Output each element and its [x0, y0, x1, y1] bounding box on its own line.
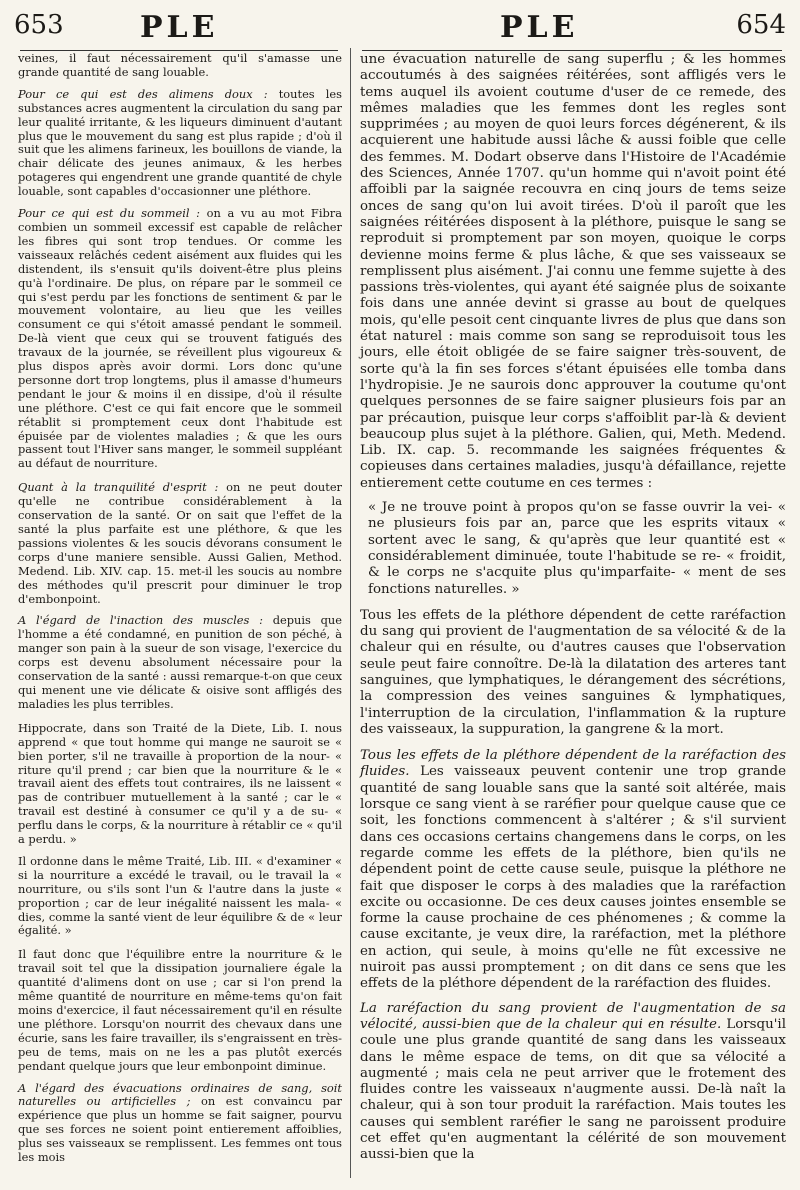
- paragraph: [360, 1001, 786, 1164]
- paragraph-text: Les vaisseaux peuvent contenir une trop grande quantité de sang louable sans que la santé soit altérée, mais lorsque ce sang vient à se raréfier pour quelque cause que ce soit, les fonctions commencent à s'altérer ; & s'il survient dans ces occasions certains changemens dans le corps, on les regarde comme les effets de la pléthore, bien qu'ils ne dépendent point de cette cause seule, puisque la pléthore ne fait que disposer le corps à des maladies que la raréfaction excite ou occasionne. De ces deux causes jointes ensemble se forme la cause prochaine de ces phénomenes ; & comme la cause excitante, je veux dire, la raréfaction, met la pléthore en action, qui seule, à moins qu'elle ne fût excessive ne nuiroit pas aussi promptement ; on dit dans ce sens que les effets de la pléthore dépendent de la raréfaction des fluides.: [360, 764, 786, 992]
- paragraph: [18, 207, 342, 471]
- paragraph: [18, 722, 342, 847]
- header-rule-right: [362, 50, 782, 51]
- paragraph-text: Il ordonne dans le même Traité, Lib. III. « d'examiner « si la nourriture a excédé le travail, ou le travail la « nourriture, ou s'ils sont l'un & l'autre dans la juste « proportion ; car de leur inégalité naissent les mala- « dies, comme la santé vient de leur équilibre & de « leur égalité. »: [18, 853, 342, 938]
- paragraph: [18, 948, 342, 1073]
- paragraph-heading: Pour ce qui est du sommeil :: [18, 206, 200, 221]
- paragraph: [18, 88, 342, 199]
- column-divider: [350, 48, 351, 1178]
- paragraph: [18, 1082, 342, 1165]
- paragraph-text: on ne peut douter qu'elle ne contribue considérablement à la conservation de la santé. Or on sait que l'effet de la santé la plus parfaite est une pléthore, & que les passions violentes & les soucis dévorans consument le corps d'une maniere sensible. Aussi Galien, Method. Medend. Lib. XIV. cap. 15. met-il les soucis au nombre des méthodes qu'il prescrit pour diminuer le trop d'embonpoint.: [18, 480, 342, 606]
- paragraph-text: on a vu au mot Fibra combien un sommeil excessif est capable de relâcher les fibres qui sont trop tendues. Or comme les vaisseaux relâchés cedent aisément aux fluides qui les distendent, ils s'ensuit qu'ils doivent-être plus pleins qu'à l'ordinaire. De plus, on répare par le sommeil ce qui s'est perdu par les fonctions de sentiment & par le mouvement volontaire, au lieu que les veilles consument ce qui s'étoit amassé pendant le sommeil. De-là vient que ceux qui se trouvent fatigués des travaux de la journée, se réveillent plus vigoureux & plus dispos après avoir dormi. Lors donc qu'une personne dort trop longtems, plus il amasse d'humeurs pendant le jour & moins il en dissipe, d'où il résulte une pléthore. C'est ce qui fait encore que le sommeil rétablit si promptement ceux dont l'habitude est épuisée par de violentes maladies ; & que les ours passent tout l'Hiver sans manger, le sommeil suppléant au défaut de nourriture.: [18, 206, 342, 471]
- paragraph-text: une évacuation naturelle de sang superflu ; & les hommes accoutumés à des saignées réitérées, sont affligés vers le tems auquel ils avoient coutume d'user de ce remede, des mêmes maladies que les femmes dont les regles sont supprimées ; au moyen de quoi leurs forces dégénerent, & ils acquierent une habitude aussi lâche & aussi foible que celle des femmes. M. Dodart observe dans l'Histoire de l'Académie des Sciences, Année 1707. qu'un homme qui n'avoit point été affoibli par la saignée recouvra en cinq jours de tems seize onces de sang qu'on lui avoit tirées. D'où il paroît que les saignées réitérées disposent à la pléthore, puisque le sang se reproduit si promptement par son moyen, quoique le corps devienne moins ferme & plus lâche, & que ses vaisseaux se remplissent plus aisément. J'ai connu une femme sujette à des passions très-violentes, qui ayant été saignée plus de soixante fois dans une année devint si grasse au bout de quelques mois, qu'elle pesoit cent cinquante livres de plus que dans son état naturel : mais comme son sang se reproduisoit tous les jours, elle étoit obligée de se faire saigner très-souvent, de sorte qu'à la fin ses forces s'étant épuisées elle tomba dans l'hydropisie. Je ne saurois donc approuver la coutume qu'ont quelques personnes de se faire saigner plusieurs fois par an par précaution, puisque leur corps s'affoiblit par-là & devient beaucoup plus sujet à la pléthore. Galien, qui, Meth. Medend. Lib. IX. cap. 5. recommande les saignées fréquentes & copieuses dans certaines maladies, jusqu'à défaillance, rejette entierement cette coutume en ces termes :: [360, 52, 786, 491]
- paragraph-text: Tous les effets de la pléthore dépendent de cette raréfaction du sang qui provient de l'augmentation de sa vélocité & de la chaleur qui en résulte, ou d'autres causes que l'observation seule peut faire connoître. De-là la dilatation des arteres tant sanguines, que lymphatiques, le dérangement des sécrétions, la compression des veines sanguines & lymphatiques, l'interruption de la circulation, l'inflammation & la rupture des vaisseaux, la suppuration, la gangrene & la mort.: [360, 607, 786, 737]
- paragraph-text: veines, il faut nécessairement qu'il s'amasse une grande quantité de sang louable.: [18, 51, 342, 79]
- paragraph-text: « Je ne trouve point à propos qu'on se fasse ouvrir la vei- « ne plusieurs fois par an, parce que les esprits vitaux « sortent avec le sang, & qu'après que leur quantité est « considérablement diminuée, toute l'habitude se re- « froidit, & le corps ne s'acquite plus qu'imparfaite- « ment de ses fonctions naturelles. »: [368, 500, 786, 597]
- paragraph: [18, 481, 342, 606]
- paragraph-text: Lorsqu'il coule une plus grande quantité de sang dans les vaisseaux dans le même espace de tems, on dit que sa vélocité a augmenté ; mais cela ne peut arriver que le frotement des fluides contre les vaisseaux n'augmente aussi. De-là naît la chaleur, qui à son tour produit la raréfaction. Mais toutes les causes qui semblent raréfier le sang ne paroissent produire cet effet qu'en augmentant la célérité de son mouvement aussi-bien que la: [360, 1016, 786, 1163]
- paragraph-text: depuis que l'homme a été condamné, en punition de son péché, à manger son pain à la sueur de son visage, l'exercice du corps est devenu absolument nécessaire pour la conservation de la santé : aussi remarque-t-on que ceux qui menent une vie délicate & oisive sont affligés des maladies les plus terribles.: [18, 613, 342, 711]
- left-column: [18, 52, 342, 1173]
- paragraph-text: toutes les substances acres augmentent la circulation du sang par leur qualité irritante, & les liqueurs diminuent d'autant plus que le mouvement du sang est plus rapide ; d'où il suit que les alimens farineux, les bouillons de viande, la chair délicate des jeunes animaux, & les herbes potageres qui engendrent une grande quantité de chyle louable, sont capables d'occasionner une pléthore.: [18, 86, 342, 199]
- paragraph: [18, 855, 342, 938]
- paragraph: [18, 52, 342, 80]
- paragraph: [360, 608, 786, 738]
- paragraph: [360, 52, 786, 492]
- paragraph-heading: A l'égard de l'inaction des muscles :: [18, 613, 263, 628]
- paragraph-text: Il faut donc que l'équilibre entre la nourriture & le travail soit tel que la dissipation journaliere égale la quantité d'alimens dont on use ; car si l'on prend la même quantité de nourriture en même-tems qu'on fait moins d'exercice, il faut nécessairement qu'il en résulte une pléthore. Lorsqu'on nourrit des chevaux dans une écurie, sans les faire travailler, ils s'engraissent en très-peu de tems, mais on ne les a pas plutôt exercés pendant quelque jours que leur embonpoint diminue.: [18, 947, 342, 1073]
- paragraph-text: Hippocrate, dans son Traité de la Diete, Lib. I. nous apprend « que tout homme qui mange ne sauroit se « bien porter, s'il ne travaille à proportion de la nour- « riture qu'il prend ; car bien que la nourriture & le « travail aient des effets tout contraires, ils ne laissent « pas de contribuer mutuellement à la santé ; car le « travail est destiné à consumer ce qu'il y a de su- « perflu dans le corps, & la nourriture à rétablir ce « qu'il a perdu. »: [18, 720, 342, 847]
- paragraph-heading: A l'égard des évacuations ordinaires de sang, soit naturelles ou artificielles ;: [18, 1080, 342, 1109]
- headword-right: PLE: [500, 10, 579, 45]
- right-column: [360, 52, 786, 1172]
- paragraph-heading: Quant à la tranquilité d'esprit :: [18, 480, 219, 495]
- paragraph: [360, 748, 786, 992]
- page-number-left: 653: [14, 10, 64, 40]
- quotation: [360, 500, 786, 598]
- paragraph-heading: Tous les effets de la pléthore dépendent de la raréfaction des fluides.: [360, 748, 786, 780]
- headword-left: PLE: [140, 10, 219, 45]
- paragraph-text: on est convaincu par expérience que plus un homme se fait saigner, pourvu que ses forces ne soient point entierement affoiblies, plus ses vaisseaux se remplissent. Les femmes ont tous les mois: [18, 1094, 343, 1165]
- paragraph-heading: Pour ce qui est des alimens doux :: [18, 86, 268, 101]
- paragraph: [18, 614, 342, 711]
- page-number-right: 654: [736, 10, 786, 40]
- paragraph-heading: La raréfaction du sang provient de l'augmentation de sa vélocité, aussi-bien que de la chaleur qui en résulte.: [360, 1000, 786, 1032]
